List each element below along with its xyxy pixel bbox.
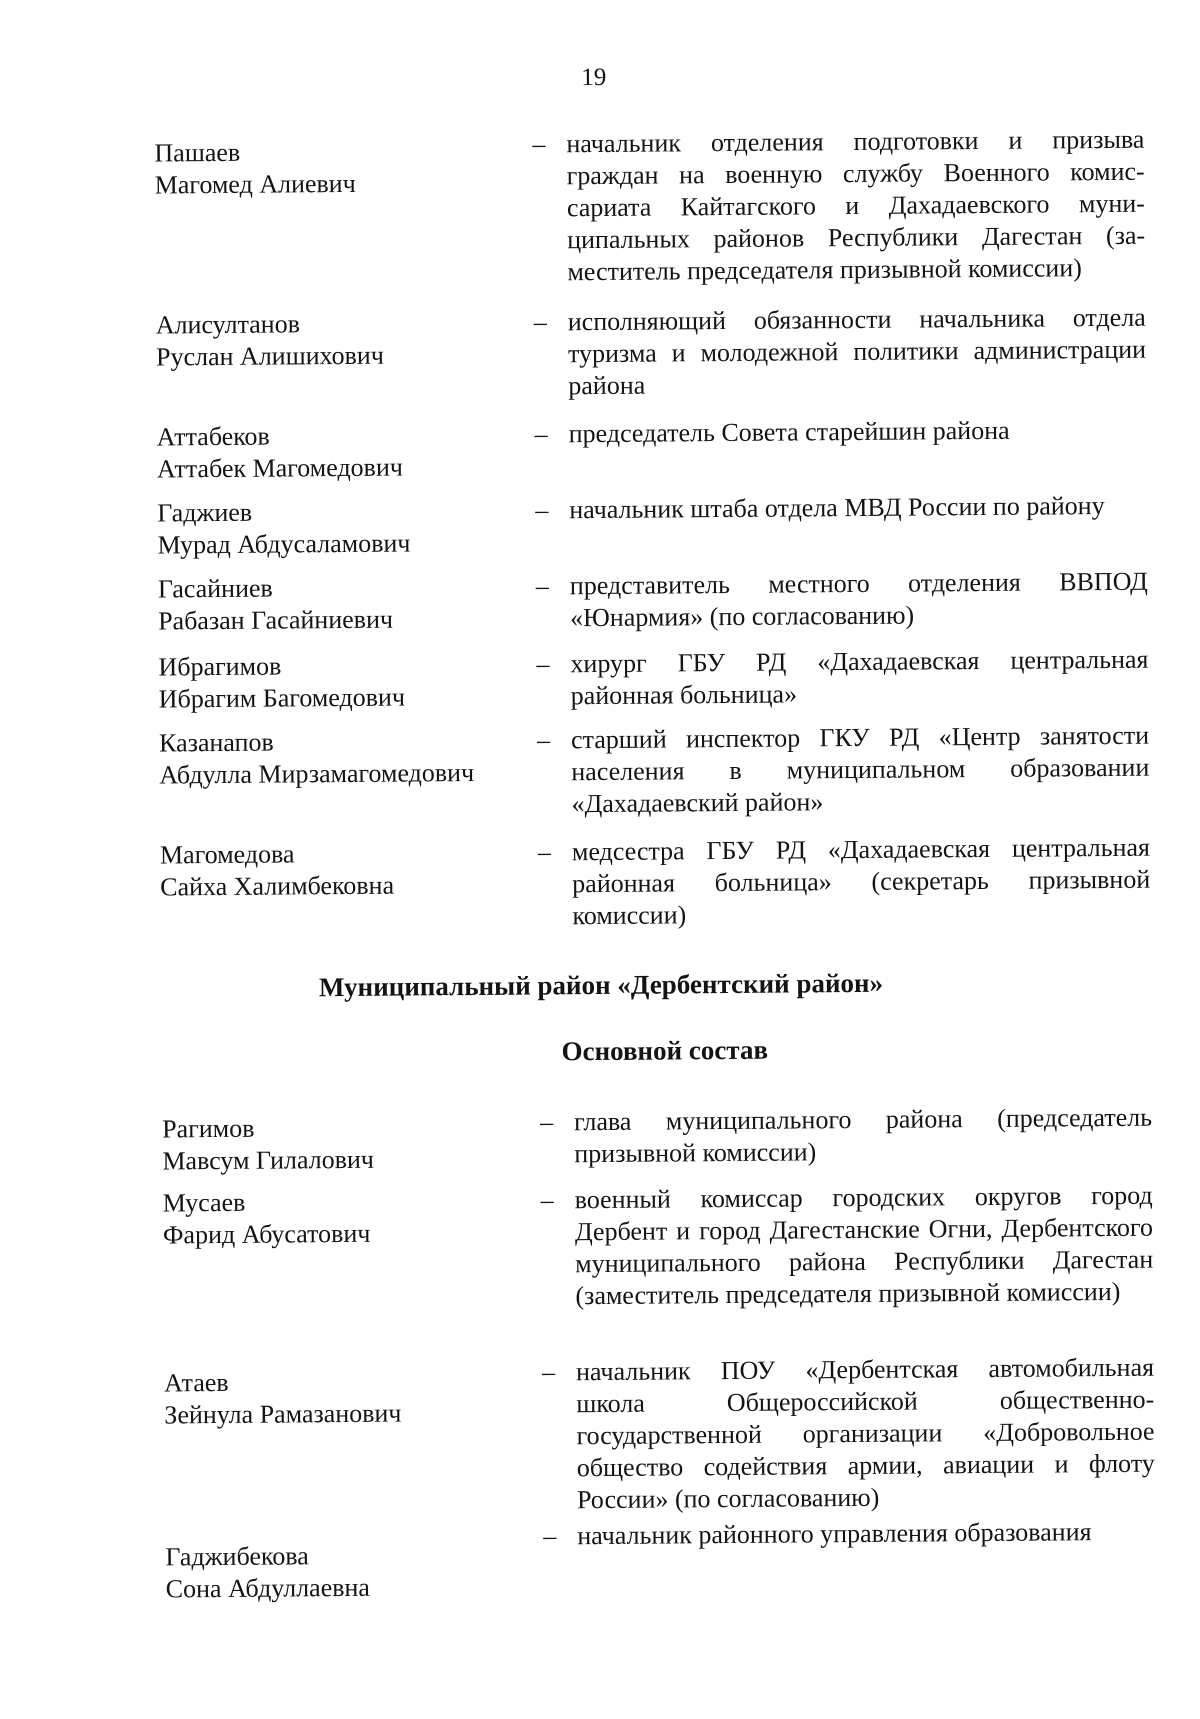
member-entry: [0, 719, 1199, 819]
member-name: [158, 570, 538, 637]
member-role: исполняющий обязанности начальника отдела туризма и молодежной политики администрации района: [567, 302, 1147, 401]
entry-dash: –: [540, 1185, 554, 1215]
member-surname: Ибрагимов: [158, 651, 282, 682]
member-surname: Гаджибекова: [165, 1541, 309, 1572]
entry-dash: –: [537, 837, 552, 867]
member-given-names: Зейнула Рамазанович: [164, 1398, 402, 1430]
member-role: председатель Совета старейшин района: [568, 415, 1010, 449]
member-surname: Аттабеков: [156, 421, 270, 452]
member-name: [154, 134, 534, 201]
member-entry: [0, 123, 1194, 287]
member-entry: [0, 489, 1197, 560]
member-name: [159, 724, 539, 791]
member-name: [158, 648, 538, 715]
member-role: медсестра ГБУ РД «Дахадаевская центральная районная больница» (секретарь призывной комиссии): [571, 832, 1151, 931]
member-name: [160, 836, 540, 903]
entry-dash: –: [543, 1521, 557, 1551]
member-role: начальник ПОУ «Дербентская автомобильная школа Общероссийской общественно-государственной организации «Добровольное общество содействия армии, авиации и флоту России» (по согласованию): [575, 1352, 1155, 1515]
member-role: хирург ГБУ РД «Дахадаевская центральная районная больница»: [570, 644, 1149, 711]
member-given-names: Мурад Абдусаламович: [157, 528, 411, 560]
member-surname: Гасайниев: [157, 573, 273, 604]
member-surname: Магомедова: [159, 839, 295, 870]
member-surname: Мусаев: [162, 1187, 246, 1218]
member-entry: [0, 413, 1197, 484]
entry-dash: –: [536, 725, 551, 755]
entry-dash: –: [541, 1357, 556, 1387]
district-heading: Муниципальный район «Дербентский район»: [318, 967, 884, 1003]
member-name: [163, 1184, 543, 1251]
member-entry: [2, 1101, 1200, 1176]
entry-dash: –: [534, 419, 548, 449]
entry-dash: –: [533, 307, 547, 337]
member-surname: Казанапов: [158, 727, 274, 758]
member-name: [164, 1364, 544, 1431]
member-entry: [0, 565, 1198, 636]
member-role: старший инспектор ГКУ РД «Центр занятости населения в муниципальном образовании «Дахадаевский район»: [570, 720, 1150, 819]
member-given-names: Рабазан Гасайниевич: [158, 604, 394, 636]
member-given-names: Фарид Абусатович: [162, 1218, 371, 1250]
entry-dash: –: [532, 129, 546, 159]
member-given-names: Аттабек Магомедович: [156, 452, 403, 484]
member-name: [165, 1538, 545, 1605]
entry-dash: –: [536, 649, 550, 679]
member-given-names: Сайха Халимбековна: [160, 870, 395, 902]
member-role: представитель местного отделения ВВПОД «Юнармия» (по согласованию): [569, 566, 1148, 633]
entry-dash: –: [535, 571, 549, 601]
member-role: военный комиссар городских округов город Дербент и город Дагестанские Огни, Дербентского муниципального района Республики Дагестан (заместитель председателя призывной комиссии): [574, 1180, 1154, 1311]
member-given-names: Ибрагим Багомедович: [158, 682, 406, 714]
member-given-names: Мавсум Гилалович: [162, 1144, 375, 1176]
member-name: [157, 494, 537, 561]
member-entry: [0, 831, 1200, 931]
composition-heading: Основной состав: [561, 1034, 769, 1067]
member-surname: Пашаев: [154, 137, 241, 168]
member-given-names: Абдулла Мирзамагомедович: [159, 757, 475, 790]
member-entry: [4, 1351, 1200, 1515]
member-entry: [0, 301, 1196, 401]
member-name: [162, 1110, 542, 1177]
member-role: глава муниципального района (председатель призывной комиссии): [573, 1102, 1153, 1169]
member-name: [156, 306, 536, 373]
member-role: начальник районного управления образования: [577, 1517, 1092, 1551]
member-given-names: Магомед Алиевич: [154, 168, 356, 200]
member-entry: [0, 643, 1198, 714]
page-number: 19: [581, 63, 607, 92]
member-given-names: Руслан Алишихович: [155, 340, 384, 372]
member-entry: [3, 1179, 1200, 1311]
member-surname: Рагимов: [162, 1113, 255, 1144]
member-name: [157, 418, 537, 485]
entry-dash: –: [539, 1107, 554, 1137]
member-given-names: Сона Абдуллаевна: [165, 1572, 371, 1604]
entry-dash: –: [535, 495, 549, 525]
member-surname: Гаджиев: [157, 497, 253, 528]
member-surname: Алисултанов: [155, 309, 301, 340]
member-role: начальник штаба отдела МВД России по району: [569, 491, 1105, 525]
member-entry: [5, 1515, 1200, 1604]
member-role: начальник отделения подготовки и призыва граждан на военную службу Военного комиссариата Кайтагского и Дахадаевского муниципальных районов Республики Дагестан (заместитель председателя призывной комиссии): [566, 124, 1146, 287]
member-surname: Атаев: [164, 1367, 229, 1398]
